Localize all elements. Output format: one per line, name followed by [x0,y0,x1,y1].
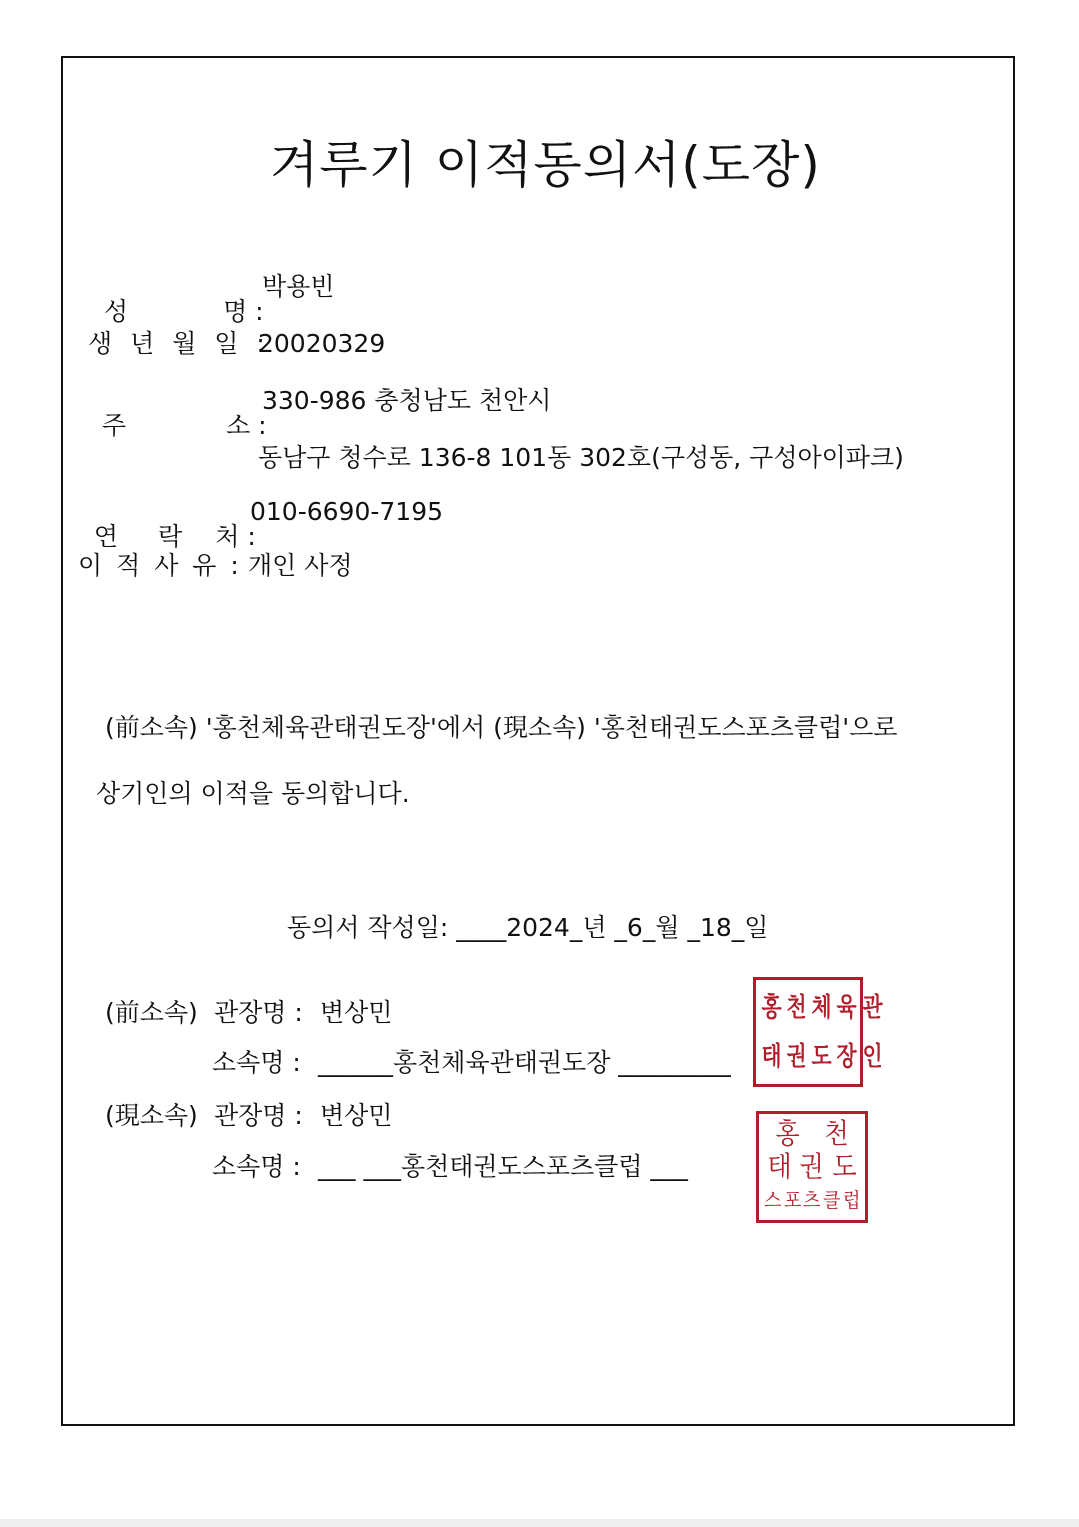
stamp-char: 장 [836,1041,857,1072]
curr-director-label: 관장명 : [214,1101,303,1130]
date-line: 동의서 작성일: ____2024_년 _6_월 _18_일 [287,913,769,942]
stamp-char: 포 [783,1187,802,1212]
gym-seal-stamp [753,977,883,1087]
prev-affiliation-label: (前소속) [105,998,198,1027]
prev-director-label: 관장명 : [214,998,303,1027]
stamp-char: 관 [862,992,883,1023]
stamp-char: 권 [799,1149,825,1183]
prev-org-label: 소속명 : [212,1048,301,1077]
contact-label: 연 락 처 : [93,522,256,551]
reason-label: 이 적 사 유 : [78,551,239,580]
document-title: 겨루기 이적동의서(도장) [270,136,821,194]
stamp-char: 인 [862,1041,883,1072]
statement-line-1: (前소속) '홍천체육관태권도장'에서 (現소속) '홍천태권도스포츠클럽'으로 [105,713,898,742]
curr-affiliation-label: (現소속) [105,1101,198,1130]
stamp-char: 스 [764,1187,782,1212]
curr-org-value: ___ ___홍천태권도스포츠클럽 ___ [318,1152,688,1181]
stamp-char: 태 [767,1149,792,1183]
stamp-char: 천 [786,992,807,1023]
curr-director-value: 변상민 [320,1101,393,1130]
bottom-strip [0,1519,1079,1527]
name-value: 박용빈 [262,272,335,301]
stamp-row [763,1118,861,1151]
stamp-row [763,1183,861,1216]
stamp-char: 도 [832,1149,857,1183]
stamp-char: 홍 [775,1117,800,1151]
prev-org-value: ______홍천체육관태권도장 _________ [318,1048,731,1077]
address-line-2: 동남구 청수로 136-8 101동 302호(구성동, 구성아이파크) [258,443,904,472]
stamp-char: 체 [811,992,832,1023]
curr-org-label: 소속명 : [212,1152,301,1181]
stamp-char: 츠 [803,1187,821,1212]
name-label: 성 명 : [103,297,264,326]
stamp-row [763,1151,861,1184]
stamp-char: 도 [811,1041,832,1072]
stamp-char: 육 [836,992,857,1023]
stamp-char: 태 [761,1041,782,1072]
dob-label: 생 년 월 일 : [88,329,265,358]
stamp-char: 홍 [761,992,782,1023]
reason-value: 개인 사정 [248,551,353,580]
statement-line-2: 상기인의 이적을 동의합니다. [96,779,410,808]
stamp-char: 클 [822,1187,841,1212]
address-line-1: 330-986 충청남도 천안시 [262,386,552,415]
contact-value: 010-6690-7195 [250,497,444,526]
address-label: 주 소 : [101,411,267,440]
dob-value: 20020329 [258,329,386,358]
stamp-char: 권 [786,1041,807,1072]
stamp-char: 럽 [842,1187,860,1212]
stamp-char: 천 [824,1117,849,1151]
club-seal-stamp [756,1111,868,1223]
prev-director-value: 변상민 [320,998,393,1027]
